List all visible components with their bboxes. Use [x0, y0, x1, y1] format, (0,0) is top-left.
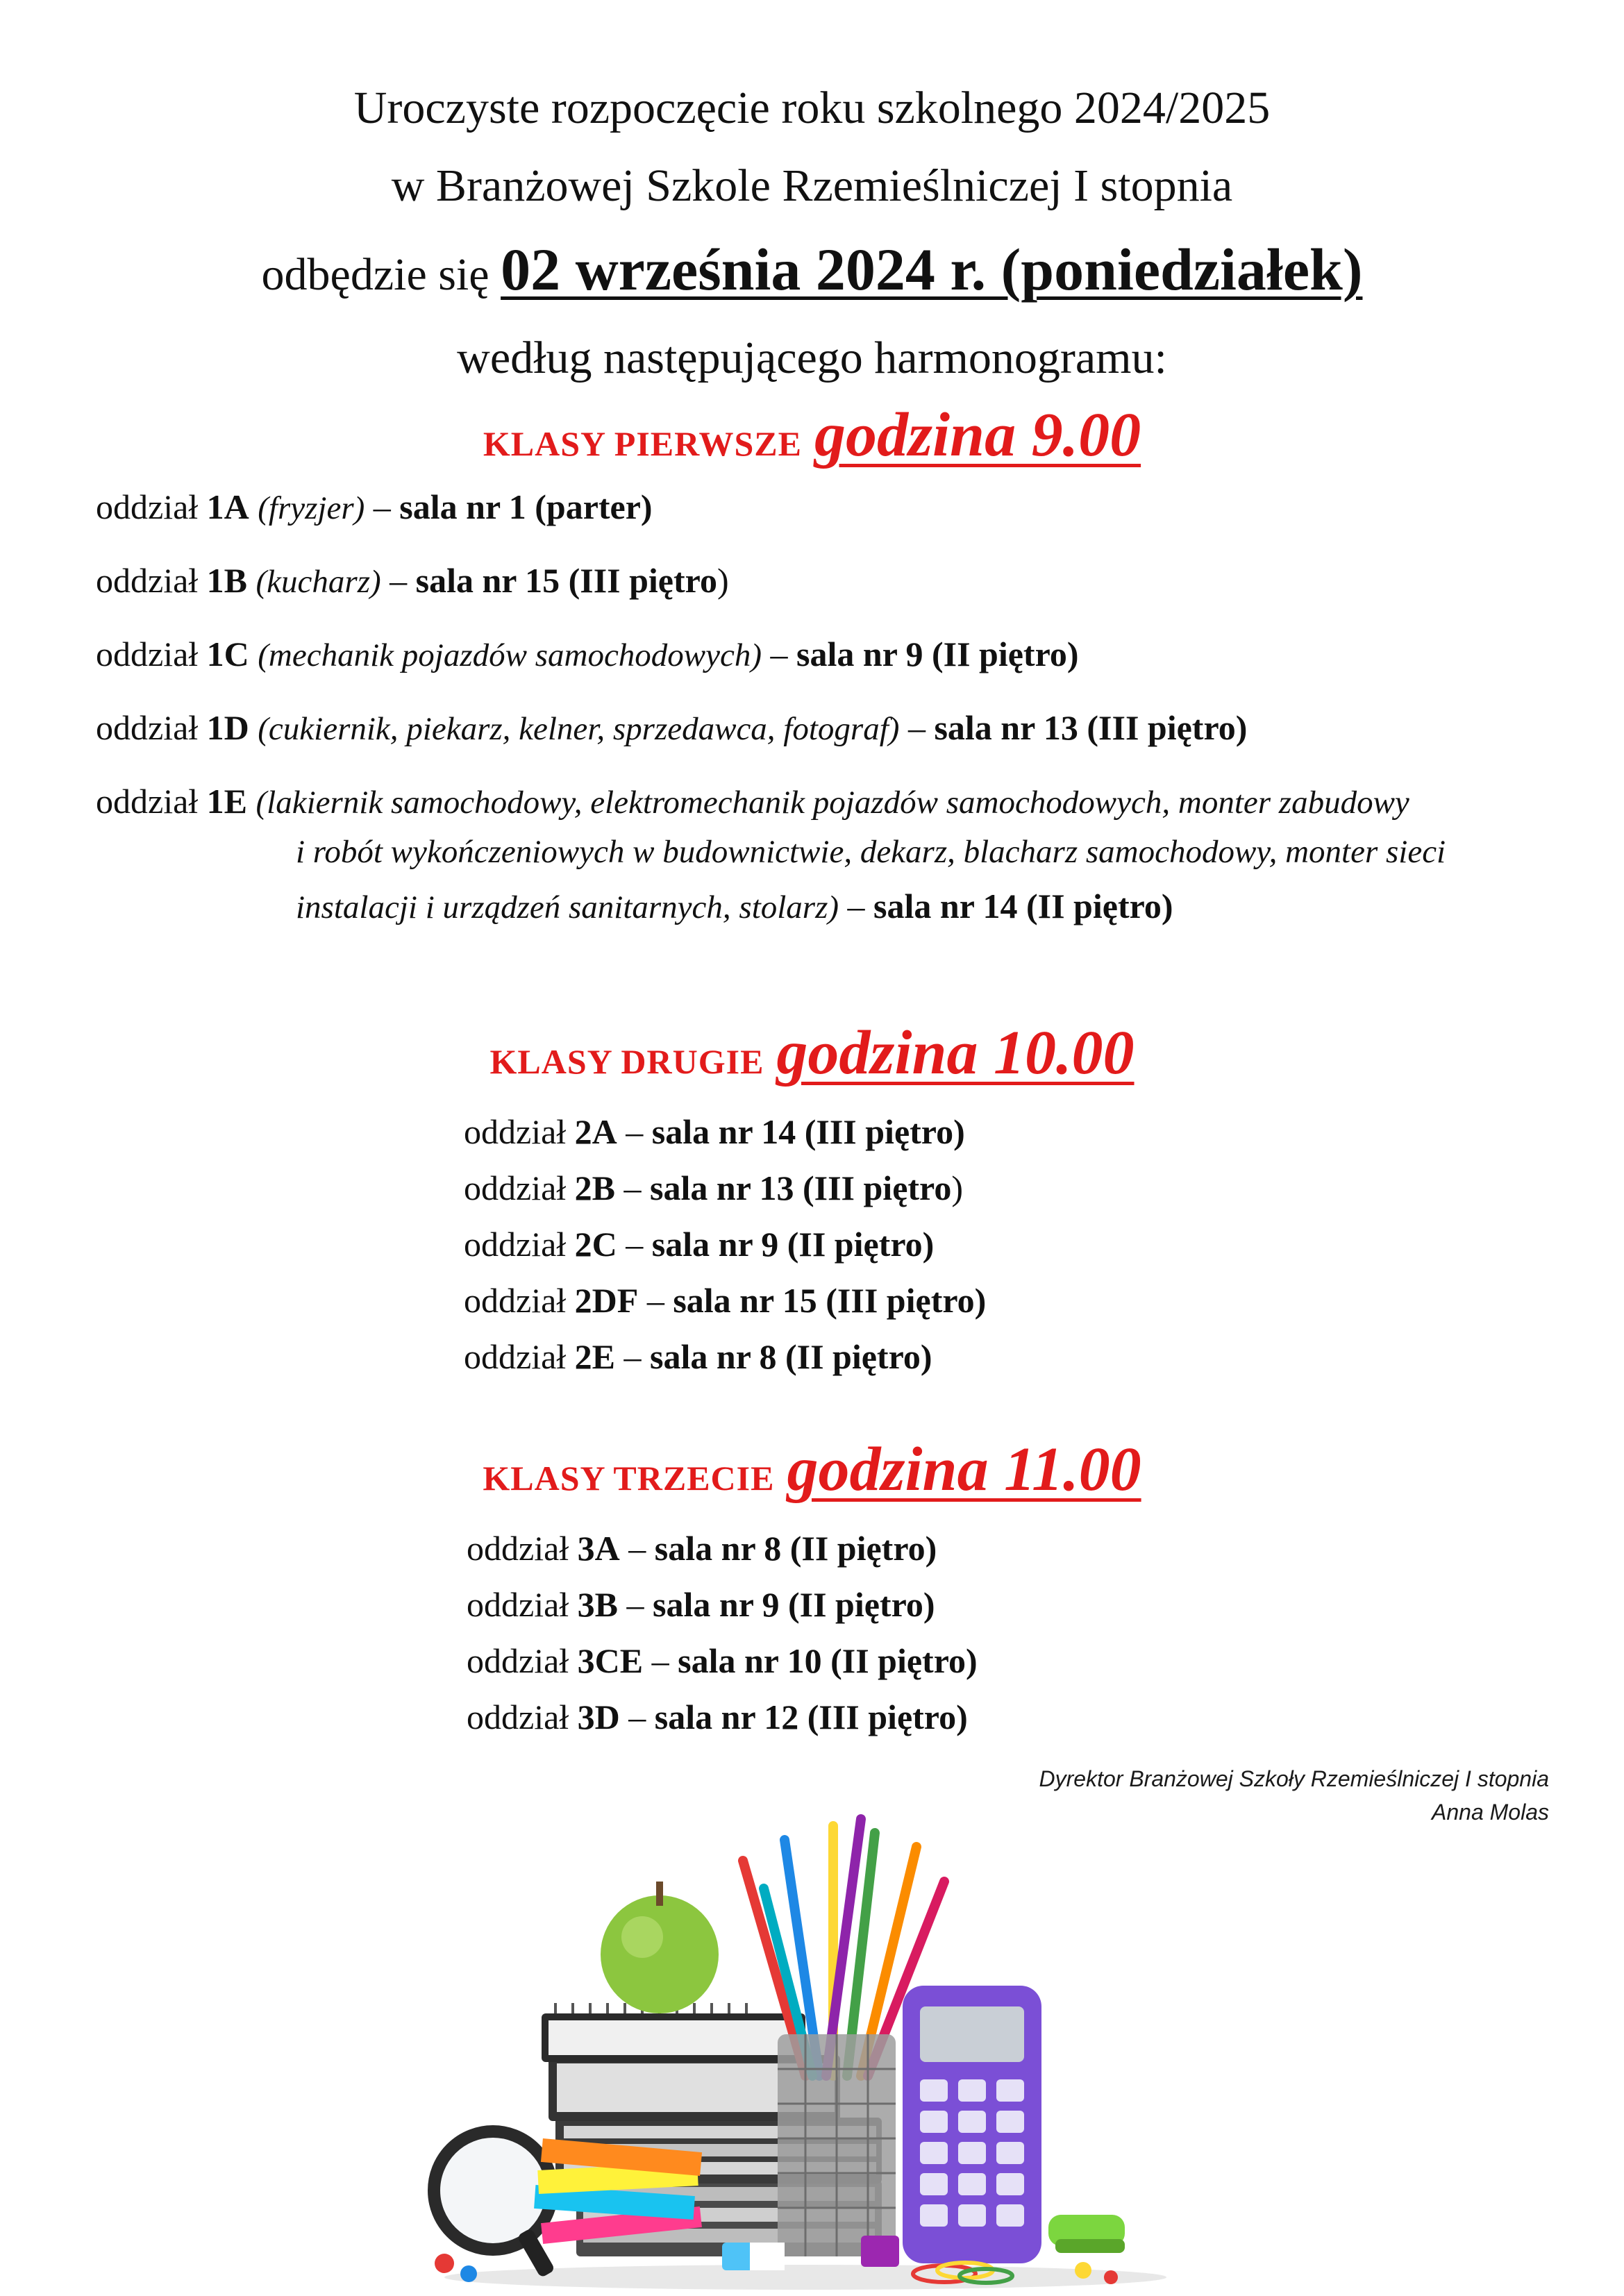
row-separator: –: [646, 1281, 664, 1320]
schedule-row: [467, 1633, 978, 1689]
row-class-code: 2DF: [574, 1281, 639, 1320]
row-prefix: oddział: [467, 1529, 569, 1568]
row-separator: –: [623, 1337, 642, 1376]
row-class-code: 3D: [577, 1698, 620, 1736]
schedule-row: [464, 1273, 986, 1329]
row-separator: –: [847, 887, 865, 925]
row-class-code: 2E: [574, 1337, 616, 1376]
row-prefix: oddział: [96, 487, 199, 526]
row-profession: (lakiernik samochodowy, elektromechanik pojazdów samochodowych, monter zabudowy: [256, 785, 1409, 821]
row-profession: instalacji i urządzeń sanitarnych, stolarz): [296, 889, 839, 925]
row-continuation: [96, 879, 1446, 935]
row-class-code: 2C: [574, 1225, 617, 1264]
row-separator: –: [623, 1168, 642, 1207]
row-class-code: 3B: [577, 1585, 619, 1624]
row-prefix: oddział: [464, 1225, 567, 1264]
row-separator: –: [373, 487, 391, 526]
row-room: sala nr 9 (II piętro): [796, 635, 1079, 673]
stapler-icon: [1048, 2215, 1125, 2253]
row-room: sala nr 15 (III piętro): [673, 1281, 987, 1320]
row-prefix: oddział: [96, 708, 199, 747]
announcement-header: [0, 69, 1624, 397]
row-class-code: 2B: [574, 1168, 616, 1207]
schedule-row: [96, 780, 1446, 935]
row-room: sala nr 14 (II piętro): [873, 887, 1173, 925]
schedule-row: [96, 560, 1446, 633]
schedule-list-first: [96, 486, 1446, 935]
header-line-4: według następującego harmonogramu:: [457, 333, 1167, 383]
row-tail: ): [951, 1168, 963, 1207]
schedule-row: [467, 1577, 978, 1633]
row-separator: –: [626, 1112, 644, 1151]
row-room: sala nr 1 (parter): [399, 487, 653, 526]
schedule-row: [464, 1216, 986, 1273]
section-heading-first: [0, 399, 1624, 471]
row-room: sala nr 13 (III piętro): [934, 708, 1248, 747]
row-room: sala nr 8 (II piętro): [654, 1529, 937, 1568]
row-profession: i robót wykończeniowych w budownictwie, dekarz, blacharz samochodowy, monter sieci: [296, 834, 1446, 870]
header-date-line: [0, 225, 1624, 319]
row-prefix: oddział: [96, 561, 199, 600]
signature-name: Anna Molas: [1432, 1800, 1549, 1825]
sharpener-icon: [861, 2236, 899, 2267]
row-separator: –: [626, 1585, 644, 1624]
row-prefix: oddział: [464, 1337, 567, 1376]
apple-icon: [601, 1882, 719, 2013]
row-class-code: 3CE: [577, 1641, 644, 1680]
schedule-row: [96, 633, 1446, 707]
section-label: KLASY TRZECIE: [483, 1459, 775, 1498]
row-separator: –: [628, 1698, 646, 1736]
schedule-row: [464, 1104, 986, 1160]
row-class-code: 1D: [206, 708, 249, 747]
row-prefix: oddział: [464, 1168, 567, 1207]
school-supplies-illustration: [417, 1805, 1194, 2291]
row-class-code: 1C: [206, 635, 249, 673]
row-room: sala nr 15 (III piętro: [415, 561, 717, 600]
row-room: sala nr 8 (II piętro): [650, 1337, 932, 1376]
header-line-1: Uroczyste rozpoczęcie roku szkolnego 2024/2025: [353, 83, 1271, 133]
row-room: sala nr 10 (II piętro): [678, 1641, 978, 1680]
section-label: KLASY DRUGIE: [489, 1042, 764, 1081]
signature-title: Dyrektor Branżowej Szkoły Rzemieślniczej I stopnia: [1039, 1766, 1549, 1791]
row-profession: (fryzjer): [258, 490, 365, 526]
row-room: sala nr 9 (II piętro): [651, 1225, 935, 1264]
schedule-row: [467, 1520, 978, 1577]
row-separator: –: [651, 1641, 669, 1680]
row-prefix: oddział: [464, 1112, 567, 1151]
row-prefix: oddział: [467, 1585, 569, 1624]
row-prefix: oddział: [467, 1698, 569, 1736]
row-profession: (kucharz): [256, 564, 381, 600]
row-separator: –: [628, 1529, 646, 1568]
header-line-2: w Branżowej Szkole Rzemieślniczej I stopnia: [391, 160, 1233, 211]
schedule-row: [467, 1689, 978, 1745]
row-separator: –: [770, 635, 788, 673]
section-hour: godzina 10.00: [776, 1019, 1135, 1087]
schedule-row: [96, 486, 1446, 560]
row-prefix: oddział: [464, 1281, 567, 1320]
row-room: sala nr 9 (II piętro): [653, 1585, 935, 1624]
row-profession: (cukiernik, piekarz, kelner, sprzedawca, fotograf): [258, 711, 900, 747]
header-date: 02 września 2024 r. (poniedziałek): [501, 236, 1363, 303]
row-class-code: 1B: [206, 561, 248, 600]
row-tail: ): [717, 561, 729, 600]
section-label: KLASY PIERWSZE: [483, 424, 803, 463]
schedule-list-second: [464, 1104, 986, 1385]
row-class-code: 3A: [577, 1529, 620, 1568]
row-profession: (mechanik pojazdów samochodowych): [258, 637, 762, 673]
schedule-row: [464, 1329, 986, 1385]
row-separator: –: [626, 1225, 644, 1264]
row-separator: –: [907, 708, 926, 747]
row-room: sala nr 14 (III piętro): [651, 1112, 965, 1151]
header-date-prefix: odbędzie się: [261, 249, 489, 300]
row-prefix: oddział: [467, 1641, 569, 1680]
section-hour: godzina 9.00: [814, 401, 1141, 469]
schedule-list-third: [467, 1520, 978, 1745]
section-hour: godzina 11.00: [787, 1435, 1141, 1504]
row-class-code: 2A: [574, 1112, 617, 1151]
row-class-code: 1A: [206, 487, 249, 526]
row-continuation: [96, 823, 1446, 879]
schedule-row: [96, 707, 1446, 780]
section-heading-third: [0, 1434, 1624, 1505]
row-prefix: oddział: [96, 635, 199, 673]
row-room: sala nr 13 (III piętro: [650, 1168, 952, 1207]
row-class-code: 1E: [206, 782, 248, 821]
schedule-row: [464, 1160, 986, 1216]
row-separator: –: [390, 561, 408, 600]
row-room: sala nr 12 (III piętro): [654, 1698, 968, 1736]
row-prefix: oddział: [96, 782, 199, 821]
calculator-icon: [903, 1986, 1041, 2263]
eraser-icon: [722, 2243, 785, 2270]
section-heading-second: [0, 1017, 1624, 1089]
